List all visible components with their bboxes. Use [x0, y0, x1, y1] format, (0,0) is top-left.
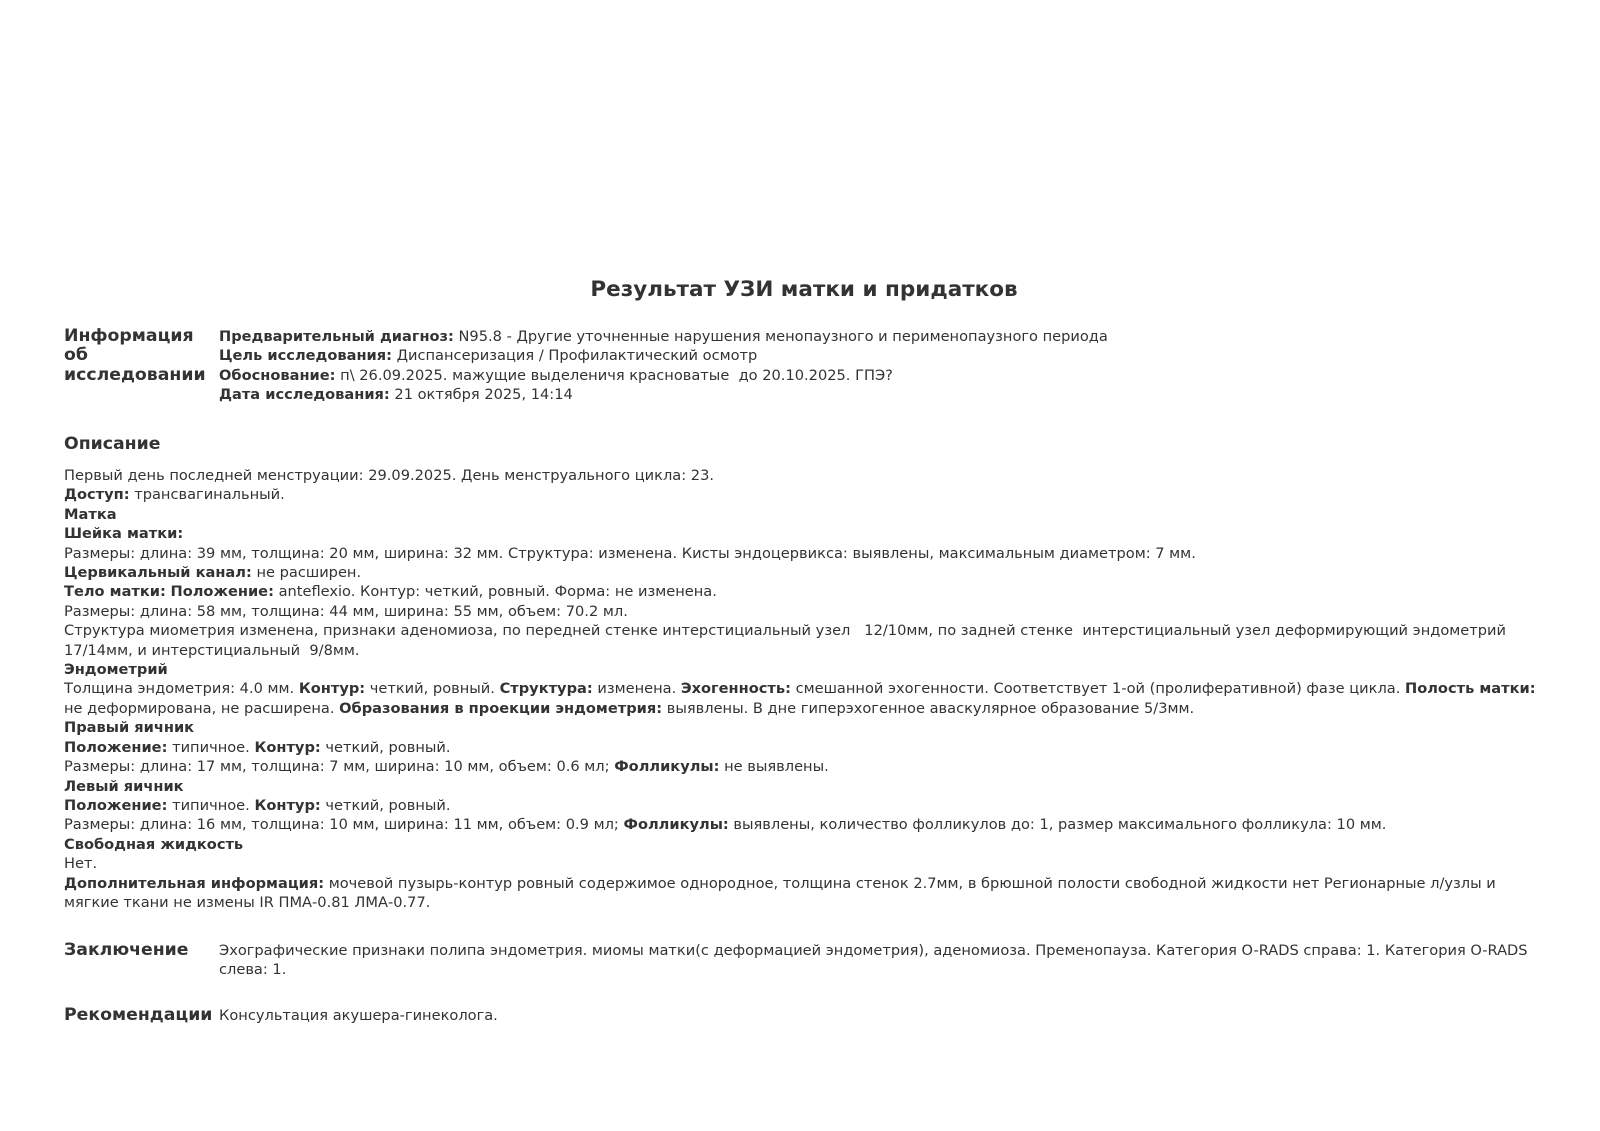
study-info-heading-line: об [64, 345, 88, 366]
access-label: Доступ: [64, 486, 130, 504]
endo-thickness: Толщина эндометрия: 4.0 мм. [64, 680, 295, 698]
endometrium-heading: Эндометрий [64, 661, 168, 679]
menstruation-line: Первый день последней менструации: 29.09.2025. День менструального цикла: 23. [64, 467, 714, 484]
info-row-justification [219, 366, 1544, 385]
additional-value: мочевой пузырь-контур ровный содержимое однородное, толщина стенок 2.7мм, в брюшной полости свободной жидкости нет Регионарные л/узлы и мягкие ткани не измены IR ПМА-0.81 ЛМА-0.77. [64, 874, 1501, 911]
body-position-value: anteflexio. Контур: четкий, ровный. Форма: не изменена. [278, 583, 717, 601]
body-label: Тело матки: [64, 583, 166, 601]
left-ovary-sizes [64, 815, 1544, 834]
right-ovary-sizes [64, 757, 1544, 776]
info-value: 21 октября 2025, 14:14 [394, 386, 573, 404]
follicles-label: Фолликулы: [623, 816, 729, 834]
structure-label: Структура: [499, 680, 593, 698]
left-ovary-heading: Левый яичник [64, 777, 184, 795]
contour-label: Контур: [298, 680, 366, 698]
recommendations-text: Консультация акушера-гинеколога. [219, 1007, 498, 1024]
conclusion-block [64, 941, 1544, 980]
info-row-diagnosis [219, 327, 1544, 346]
cervix-sizes: Размеры: длина: 39 мм, толщина: 20 мм, ширина: 32 мм. Структура: изменена. Кисты эндоцервикса: выявлены, максимальным диаметром: 7 мм. [64, 544, 1196, 562]
canal-value: не расширен. [256, 564, 362, 582]
description-body [64, 466, 1544, 912]
study-info-heading-line: исследовании [64, 364, 206, 385]
info-row-purpose [219, 346, 1544, 365]
free-fluid-value: Нет. [64, 855, 98, 873]
study-info-heading [64, 327, 219, 405]
formations-label: Образования в проекции эндометрия: [339, 699, 663, 717]
study-info-block [64, 327, 1544, 405]
right-sizes: Размеры: длина: 17 мм, толщина: 7 мм, ширина: 10 мм, объем: 0.6 мл; [64, 758, 610, 776]
additional-info-line [64, 874, 1544, 913]
echogenicity-label: Эхогенность: [680, 680, 791, 698]
recommendations-heading: Рекомендации [64, 1005, 213, 1025]
follicles-label: Фолликулы: [614, 758, 720, 776]
additional-label: Дополнительная информация: [64, 874, 325, 892]
position-label: Положение: [170, 583, 274, 601]
endo-contour-value: четкий, ровный. [369, 680, 495, 698]
position-label: Положение: [64, 796, 168, 814]
uterus-body-line [64, 582, 1544, 601]
left-ovary-position [64, 796, 1544, 815]
endo-structure-value: изменена. [597, 680, 677, 698]
info-label: Обоснование: [219, 366, 336, 384]
left-follicles-value: выявлены, количество фолликулов до: 1, размер максимального фолликула: 10 мм. [733, 816, 1387, 834]
info-row-date [219, 385, 1544, 404]
study-info-rows [219, 327, 1544, 405]
study-info-heading-line: Информация [64, 326, 194, 346]
endometrium-details [64, 679, 1544, 718]
access-line [64, 485, 1544, 504]
right-position-value: типичное. [172, 738, 250, 756]
info-value: Диспансеризация / Профилактический осмотр [396, 347, 758, 365]
formations-value: выявлены. В дне гиперэхогенное аваскулярное образование 5/3мм. [666, 699, 1195, 717]
cervix-heading: Шейка матки: [64, 525, 184, 543]
position-label: Положение: [64, 738, 168, 756]
info-value: п\ 26.09.2025. мажущие выделеничя красноватые до 20.10.2025. ГПЭ? [340, 366, 893, 384]
canal-label: Цервикальный канал: [64, 564, 252, 582]
cervical-canal-line [64, 563, 1544, 582]
myometrium-text: Структура миометрия изменена, признаки аденомиоза, по передней стенке интерстициальный узел 12/10мм, по задней стенке интерстициальный узел деформирующий эндометрий 17/14мм, и интерстициальный 9/8мм. [64, 622, 1516, 659]
description-heading: Описание [64, 434, 161, 454]
info-value: N95.8 - Другие уточненные нарушения менопаузного и перименопаузного периода [458, 328, 1108, 345]
recommendations-block [64, 1006, 1544, 1025]
contour-label: Контур: [254, 738, 321, 756]
uterus-body-sizes: Размеры: длина: 58 мм, толщина: 44 мм, ширина: 55 мм, объем: 70.2 мл. [64, 602, 628, 620]
right-ovary-heading: Правый яичник [64, 719, 195, 737]
conclusion-text: Эхографические признаки полипа эндометрия. миомы матки(с деформацией эндометрия), аденомиоза. Пременопауза. Категория O-RADS справа: 1. Категория O-RADS слева: 1. [219, 942, 1528, 979]
access-value: трансвагинальный. [134, 486, 285, 504]
cavity-value: не деформирована, не расширена. [64, 699, 335, 717]
info-label: Цель исследования: [219, 347, 392, 365]
free-fluid-heading: Свободная жидкость [64, 835, 244, 853]
uterus-heading: Матка [64, 505, 117, 523]
left-contour-value: четкий, ровный. [325, 796, 451, 814]
cavity-label: Полость матки: [1405, 680, 1536, 698]
conclusion-heading: Заключение [64, 940, 189, 960]
info-label: Предварительный диагноз: [219, 328, 454, 345]
info-label: Дата исследования: [219, 386, 390, 404]
right-ovary-position [64, 738, 1544, 757]
right-contour-value: четкий, ровный. [325, 738, 451, 756]
contour-label: Контур: [254, 796, 321, 814]
left-sizes: Размеры: длина: 16 мм, толщина: 10 мм, ширина: 11 мм, объем: 0.9 мл; [64, 816, 619, 834]
left-position-value: типичное. [172, 796, 250, 814]
endo-echo-value: смешанной эхогенности. Соответствует 1-ой (пролиферативной) фазе цикла. [795, 680, 1401, 698]
report-title: Результат УЗИ матки и придатков [590, 277, 1018, 302]
right-follicles-value: не выявлены. [724, 758, 829, 776]
